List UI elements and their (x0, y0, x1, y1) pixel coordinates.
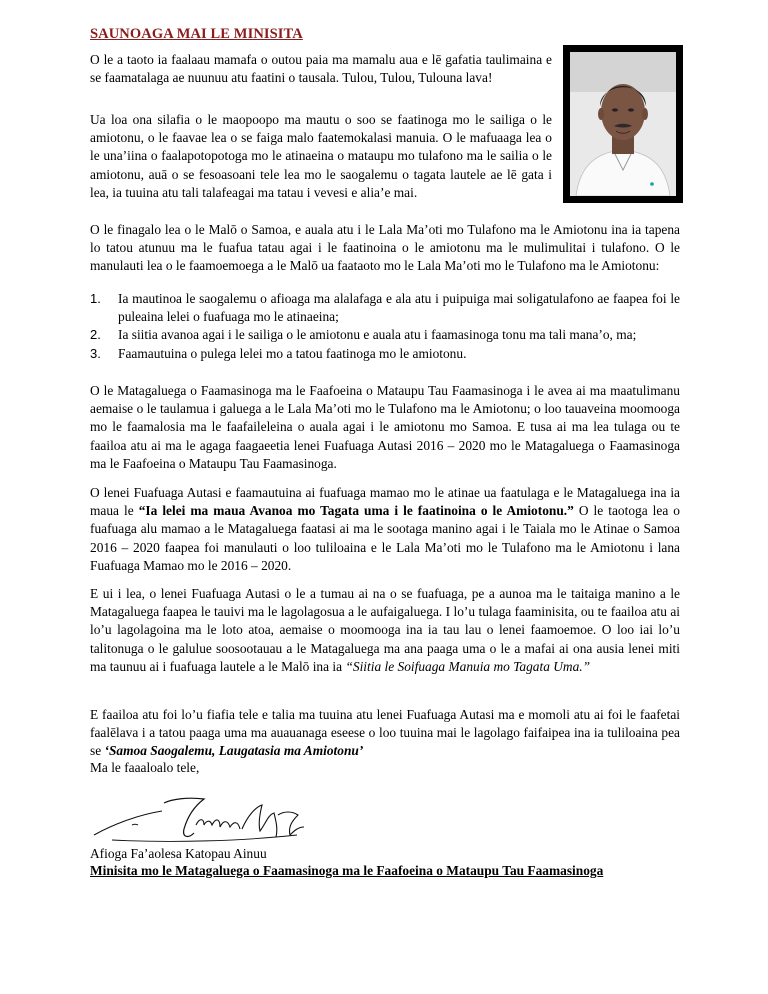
paragraph-commitment (90, 585, 680, 676)
paragraph-corporate-plan (90, 484, 680, 575)
paragraph-greeting: O le a taoto ia faalaau mamafa o outou paia ma mamalu aua e lē gafatia taulimaina e se faamatalaga ae nuunuu atu faatini o tausala. Tulou, Tulou, Tulouna lava! (90, 52, 552, 86)
list-item-text: Faamautuina o pulega lelei mo a tatou faatinoga mo le amiotonu. (118, 345, 467, 361)
paragraph-government-goal: O le finagalo lea o le Malō o Samoa, e auala atu i le Lala Ma’oti mo Tulafono ma le Amiotonu ina ia tapena lo tatou atunuu ma le fuafua tatau agai i le faatinoina o le amiotonu ma le mulimulitai i tulafono. O le manulauti lea o le faamoemoega a le Malō ua faataoto mo le Lala Ma’oti mo le Tulafono ma le Amiotonu: (90, 222, 680, 274)
paragraph-intro: Ua loa ona silafia o le maopoopo ma mautu o soo se faatinoga mo le sailiga o le amiotonu, o le faavae lea o se faiga malo faatemokalasi manuia. O le mafuaaga lea o le una’iina o faalapotopotoga mo le atinaeina o mataupu mo tulafono ma le sailia o le amiotonu, auā o se fesoasoani tele lea mo le saogalemu o tagata lautele ae lē gata i lea, ia tuuina atu tali talafeagai ma tatau i vevesi e alia’e mai. (90, 112, 552, 200)
signature-image (92, 785, 307, 847)
goals-list (90, 290, 680, 363)
motto-quote: ‘Samoa Saogalemu, Laugatasia ma Amiotonu’ (104, 743, 364, 759)
list-item (90, 290, 680, 326)
government-goal-quote: “Siitia le Soifuaga Manuia mo Tagata Uma.” (345, 658, 591, 674)
paragraph-text: O lenei Fuafuaga Autasi e faamautuina ai fuafuaga mamao mo le atinae ua faatulaga e le Matagaluega ina ia maua le (90, 485, 680, 519)
paragraph-text: E ui i lea, o lenei Fuafuaga Autasi o le a tumau ai na o se fuafuaga, pe a aunoa ma le taitaiga manino a le Matagaluega faapea le tauivi ma le lagolagosua a le aufaigaluega. I lo’u tulaga faaminisita, ou te faailoa atu ai lo’u lagolagoina ma le loto atoa, aemaise o moomooga ina ia tau lau o lenei faamoemoe. O loo iai lo’u talitonuga o le galulue soosootauau a le Matagaluega ma ana paaga uma o le a mafai ai ona ausia lenei miti ma taunuu ai i fuafuaga lautele a le Malō ina ia (90, 586, 680, 674)
paragraph-text: O le taotoga lea o fuafuaga alu mamao a le Matagaluega faatasi ai ma le sootaga manino agai i le Taiala mo le Atinae o Samoa 2016 – 2020 faapea foi manulauti o loo tuliloaina e le Lala Ma’oti mo le Tulafono ma le Amiotonu i lana Fuafuaga Mamao mo le 2016 – 2020. (90, 503, 680, 573)
paragraph-thanks (90, 706, 680, 761)
paragraph-ministry-role: O le Matagaluega o Faamasinoga ma le Faafoeina o Mataupu Tau Faamasinoga i le avea ai ma maatulimanu aemaise o le taulamua i galuega a le Lala Ma’oti mo le Tulafono ma le Amiotonu; o loo tauaveina moomooga mo le faamalosia ma le faafaileleina o auala agai i le amiotonu mo Samoa. E tusa ai ma lea tulaga ou te faailoa atu ai ma le agaga faagaeetia lenei Fuafuaga Autasi 2016 – 2020 mo le Matagaluega o Faamasinoga ma le Faafoeina o Mataupu Tau Faamasinoga. (90, 383, 680, 471)
list-item-text: Ia siitia avanoa agai i le sailiga o le amiotonu e auala atu i faamasinoga tonu ma tali mana’o, ma; (118, 327, 637, 343)
list-item-text: Ia mautinoa le saogalemu o afioaga ma alalafaga e ala atu i puipuiga mai soligatulafono ae faapea foi le puleaina lelei o fuafuaga mo le atinaeina; (118, 291, 680, 325)
minister-photo (563, 45, 683, 203)
portrait-image (570, 52, 676, 196)
signatory-name: Afioga Fa’aolesa Katopau Ainuu (90, 846, 267, 861)
signatory-title: Minisita mo le Matagaluega o Faamasinoga ma le Faafoeina o Mataupu Tau Faamasinoga (90, 863, 604, 878)
vision-statement: “Ia lelei ma maua Avanoa mo Tagata uma i le faatinoina o le Amiotonu.” (138, 503, 574, 519)
list-item (90, 345, 680, 363)
paragraph-text: E faailoa atu foi lo’u fiafia tele e talia ma tuuina atu lenei Fuafuaga Autasi ma e momoli atu ai foi le faafetai faalēlava i a tatou paaga uma ma auauanaga eseese o loo tuuina mai le lagolago faifaipea ina ia tuliloaina pea se (90, 707, 680, 759)
list-item (90, 326, 680, 344)
list-item-number: 1. (90, 291, 101, 306)
closing-salutation: Ma le faaaloalo tele, (90, 760, 200, 775)
list-item-number: 2. (90, 327, 101, 343)
list-item-number: 3. (90, 345, 101, 361)
page-title: SAUNOAGA MAI LE MINISITA (90, 26, 303, 42)
